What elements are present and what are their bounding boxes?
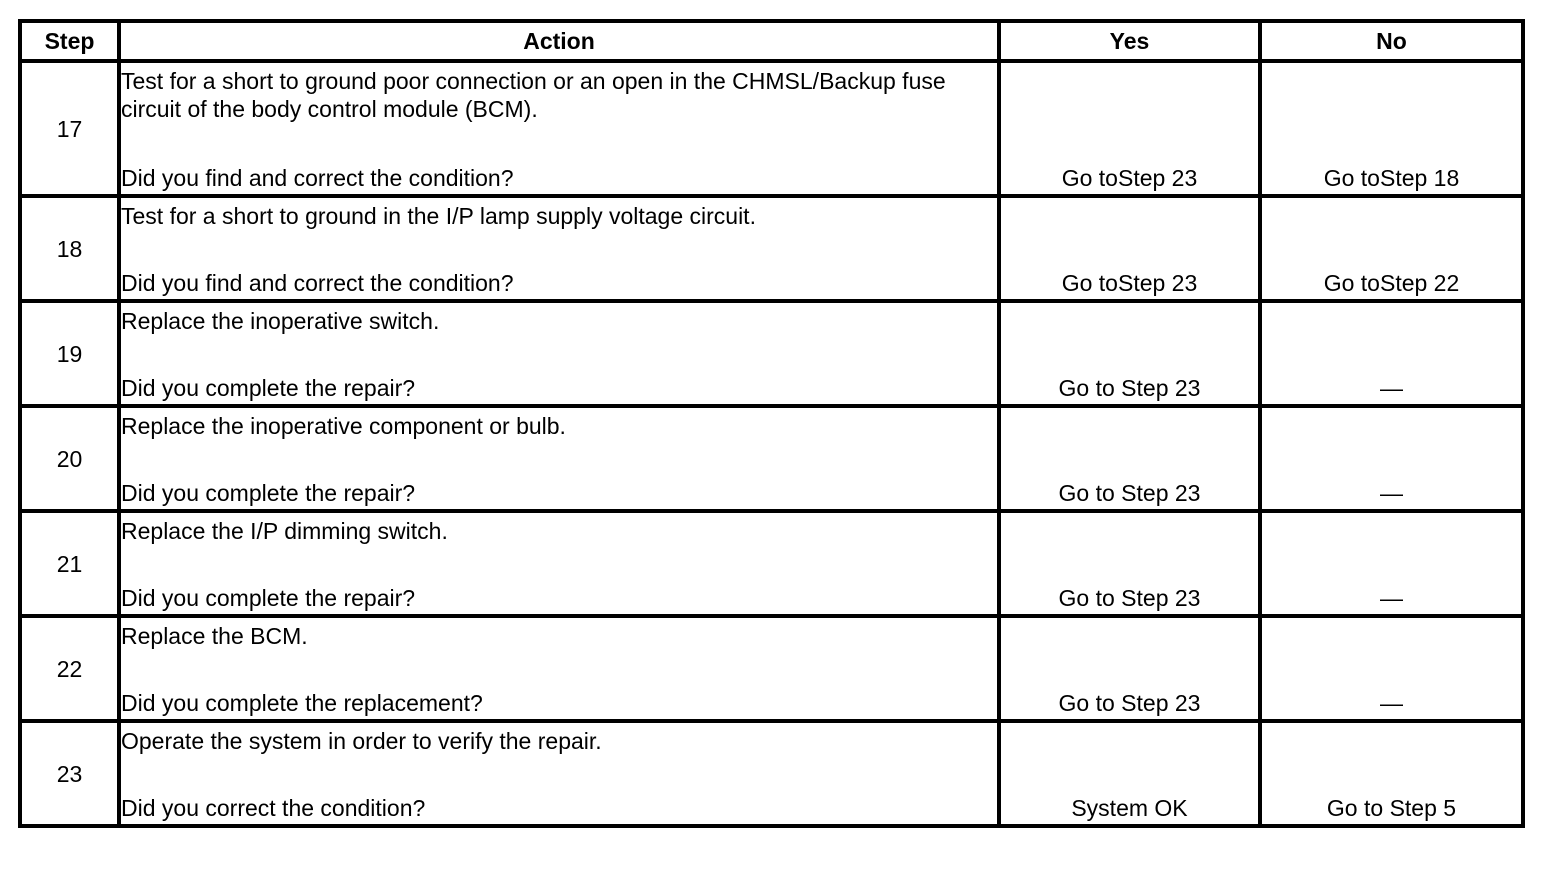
table-row	[20, 301, 1523, 406]
header-step: Step	[20, 21, 119, 61]
header-yes: Yes	[999, 21, 1260, 61]
step-number: 19	[20, 301, 119, 406]
yes-result: Go to Step 23	[1058, 480, 1201, 506]
action-instruction: Replace the inoperative component or bulb.	[121, 413, 566, 439]
yes-result: Go to Step 23	[1058, 375, 1201, 401]
action-instruction: Test for a short to ground poor connection or an open in the CHMSL/Backup fuse circuit of the body control module (BCM).	[121, 68, 946, 122]
yes-cell	[999, 616, 1260, 721]
action-question: Did you find and correct the condition?	[121, 165, 514, 191]
no-result: —	[1380, 375, 1403, 401]
yes-result: Go toStep 23	[1061, 165, 1198, 191]
no-result: Go to Step 5	[1326, 795, 1457, 821]
action-question: Did you complete the repair?	[121, 585, 416, 611]
yes-result: Go to Step 23	[1058, 690, 1201, 716]
header-no: No	[1260, 21, 1523, 61]
header-action: Action	[119, 21, 999, 61]
yes-cell	[999, 721, 1260, 826]
action-cell	[119, 406, 999, 511]
no-result: Go toStep 18	[1323, 165, 1460, 191]
action-question: Did you correct the condition?	[121, 795, 426, 821]
action-cell	[119, 511, 999, 616]
yes-cell	[999, 196, 1260, 301]
yes-cell	[999, 511, 1260, 616]
yes-cell	[999, 61, 1260, 196]
step-number: 18	[20, 196, 119, 301]
action-question: Did you find and correct the condition?	[121, 270, 514, 296]
step-number: 17	[20, 61, 119, 196]
action-question: Did you complete the repair?	[121, 480, 416, 506]
step-number: 21	[20, 511, 119, 616]
yes-cell	[999, 406, 1260, 511]
action-instruction: Replace the BCM.	[121, 623, 308, 649]
no-cell	[1260, 511, 1523, 616]
table-row	[20, 616, 1523, 721]
no-result: —	[1380, 480, 1403, 506]
no-cell	[1260, 616, 1523, 721]
no-cell	[1260, 721, 1523, 826]
action-cell	[119, 616, 999, 721]
yes-result: Go to Step 23	[1058, 585, 1201, 611]
action-cell	[119, 721, 999, 826]
table-row	[20, 196, 1523, 301]
no-cell	[1260, 406, 1523, 511]
action-instruction: Operate the system in order to verify the repair.	[121, 728, 602, 754]
diagnostic-table	[18, 19, 1525, 828]
step-number: 23	[20, 721, 119, 826]
step-number: 22	[20, 616, 119, 721]
table-row	[20, 511, 1523, 616]
action-cell	[119, 301, 999, 406]
table-row	[20, 406, 1523, 511]
table-row	[20, 721, 1523, 826]
yes-result: Go toStep 23	[1061, 270, 1198, 296]
no-cell	[1260, 61, 1523, 196]
action-cell	[119, 196, 999, 301]
no-cell	[1260, 301, 1523, 406]
no-result: Go toStep 22	[1323, 270, 1460, 296]
action-question: Did you complete the repair?	[121, 375, 416, 401]
table-header-row	[20, 21, 1523, 61]
yes-result: System OK	[1071, 795, 1188, 821]
action-instruction: Test for a short to ground in the I/P lamp supply voltage circuit.	[121, 203, 756, 229]
action-instruction: Replace the inoperative switch.	[121, 308, 440, 334]
table-row	[20, 61, 1523, 196]
no-result: —	[1380, 585, 1403, 611]
action-instruction: Replace the I/P dimming switch.	[121, 518, 448, 544]
action-cell	[119, 61, 999, 196]
step-number: 20	[20, 406, 119, 511]
action-question: Did you complete the replacement?	[121, 690, 483, 716]
no-result: —	[1380, 690, 1403, 716]
no-cell	[1260, 196, 1523, 301]
yes-cell	[999, 301, 1260, 406]
